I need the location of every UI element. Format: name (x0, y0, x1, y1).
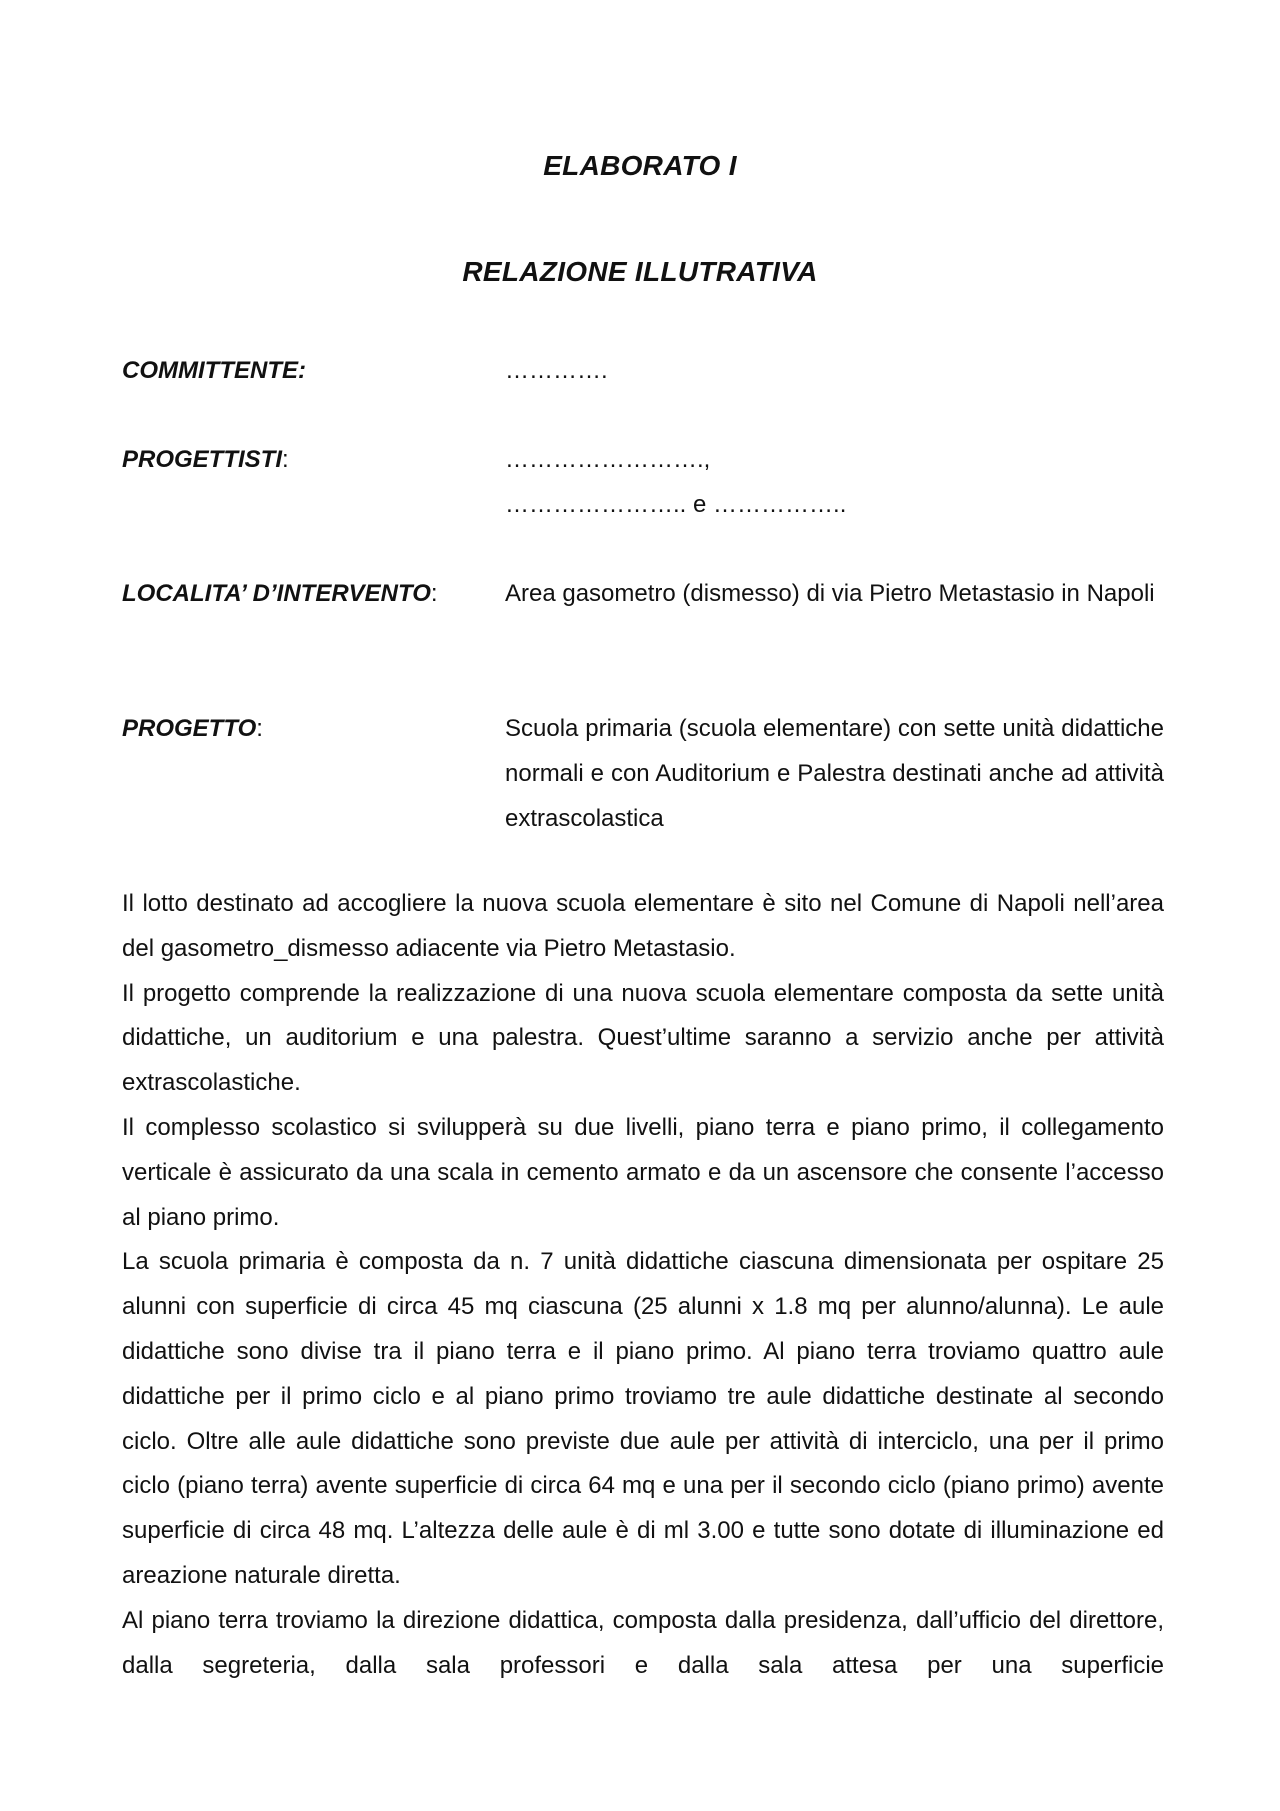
progettisti-value-line-2: ………………….. e …………….. (505, 491, 847, 518)
localita-value: Area gasometro (dismesso) di via Pietro Metastasio in Napoli (505, 580, 1155, 607)
body-paragraph-3: Il complesso scolastico si svilupperà su due livelli, piano terra e piano primo, il collegamento verticale è assicurato da una scala in cemento armato e da un ascensore che consente l’accesso al piano primo. (122, 1113, 1164, 1231)
progettisti-label-suffix: : (282, 446, 289, 473)
body-paragraph-4: La scuola primaria è composta da n. 7 unità didattiche ciascuna dimensionata per ospitare 25 alunni con superficie di circa 45 mq ciascuna (25 alunni x 1.8 mq per alunno/alunna). Le aule didattiche sono divise tra il piano terra e il piano primo. Al piano terra troviamo quattro aule didattiche per il primo ciclo e al piano primo troviamo tre aule didattiche destinate al secondo ciclo. Oltre alle aule didattiche sono previste due aule per attività di interciclo, una per il primo ciclo (piano terra) avente superficie di circa 64 mq e una per il secondo ciclo (piano primo) avente superficie di circa 48 mq. L’altezza delle aule è di ml 3.00 e tutte sono dotate di illuminazione ed areazione naturale diretta. (122, 1248, 1164, 1589)
body-text (122, 882, 1164, 1688)
progettisti-label-text: PROGETTISTI (122, 446, 283, 473)
committente-value (505, 348, 1164, 393)
progetto-label-suffix: : (256, 715, 263, 742)
progettisti-label (122, 437, 289, 482)
committente-value-line: …………. (505, 357, 608, 384)
localita-label (122, 571, 438, 616)
localita-label-text: LOCALITA’ D’INTERVENTO (122, 580, 431, 607)
body-paragraph-5: Al piano terra troviamo la direzione didattica, composta dalla presidenza, dall’ufficio del direttore, dalla segreteria, dalla sala professori e dalla sala attesa per una superficie (122, 1606, 1164, 1679)
progettisti-value (505, 437, 1164, 527)
body-paragraph-1: Il lotto destinato ad accogliere la nuova scuola elementare è sito nel Comune di Napoli nell’area del gasometro_dismesso adiacente via Pietro Metastasio. (122, 890, 1164, 962)
localita-label-suffix: : (430, 580, 438, 607)
progetto-value: Scuola primaria (scuola elementare) con sette unità didattiche normali e con Auditorium e Palestra destinati anche ad attività extrascolastica (505, 715, 1164, 832)
document-subtitle: RELAZIONE ILLUTRATIVA (462, 256, 818, 287)
committente-label (122, 348, 306, 393)
committente-label-text: COMMITTENTE: (122, 357, 306, 384)
document-title: ELABORATO I (543, 150, 737, 181)
body-paragraph-2: Il progetto comprende la realizzazione di una nuova scuola elementare composta da sette unità didattiche, un auditorium e una palestra. Quest’ultime saranno a servizio anche per attività extrascolastiche. (122, 979, 1164, 1097)
progetto-label-text: PROGETTO (122, 715, 257, 742)
progettisti-value-line-1: ……………………., (505, 446, 711, 473)
progetto-label (122, 706, 263, 751)
